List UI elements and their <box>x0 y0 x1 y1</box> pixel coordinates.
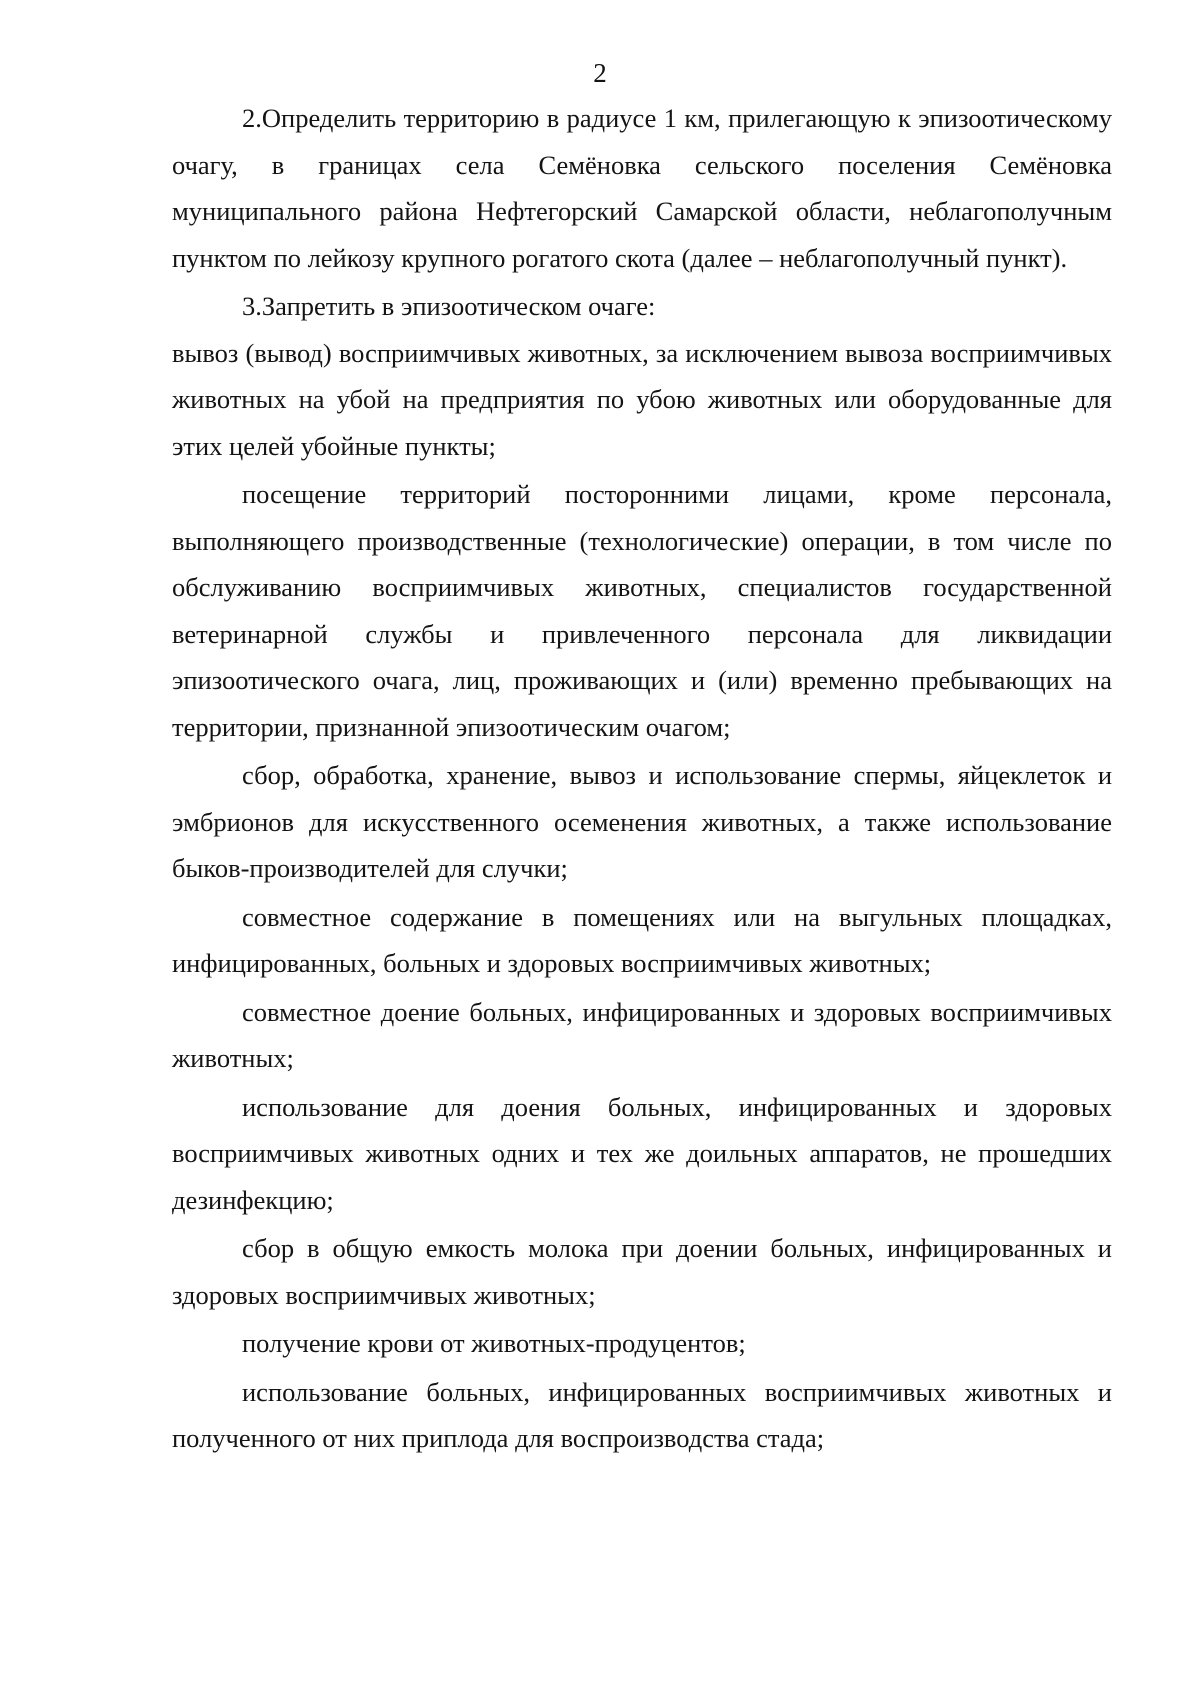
page-number: 2 <box>593 58 607 88</box>
paragraph-milking-machines: использование для доения больных, инфицированных и здоровых восприимчивых животных одних и тех же доильных аппаратов, не прошедших дезинфекцию; <box>172 1091 1112 1215</box>
paragraph-blood-collection: получение крови от животных-продуцентов; <box>242 1328 746 1358</box>
paragraph-joint-milking: совместное доение больных, инфицированных и здоровых восприимчивых животных; <box>172 996 1112 1073</box>
paragraph-animal-removal: вывоз (вывод) восприимчивых животных, за исключением вывоза восприимчивых животных на убой на предприятия по убою животных или оборудованные для этих целей убойные пункты; <box>172 337 1112 461</box>
paragraph-prohibitions-heading: 3.Запретить в эпизоотическом очаге: <box>242 291 656 321</box>
paragraph-visits: посещение территорий посторонними лицами, кроме персонала, выполняющего производственные (технологические) операции, в том числе по обслуживанию восприимчивых животных, специалистов государственной ветеринарной службы и привлеченного персонала для ликвидации эпизоотического очага, лиц, проживающих и (или) временно пребывающих на территории, признанной эпизоотическим очагом; <box>172 479 1112 742</box>
paragraph-territory-definition: 2.Определить территорию в радиусе 1 км, прилегающую к эпизоотическому очагу, в границах села Семёновка сельского поселения Семёновка муниципального района Нефтегорский Самарской области, неблагополучным пунктом по лейкозу крупного рогатого скота (далее – неблагополучный пункт). <box>172 103 1112 273</box>
paragraph-sperm-embryos: сбор, обработка, хранение, вывоз и использование спермы, яйцеклеток и эмбрионов для искусственного осеменения животных, а также использование быков-производителей для случки; <box>172 760 1112 883</box>
document-body <box>172 95 1112 1462</box>
paragraph-joint-keeping: совместное содержание в помещениях или на выгульных площадках, инфицированных, больных и здоровых восприимчивых животных; <box>172 901 1112 978</box>
paragraph-milk-collection: сбор в общую емкость молока при доении больных, инфицированных и здоровых восприимчивых животных; <box>172 1233 1112 1310</box>
paragraph-reproduction: использование больных, инфицированных восприимчивых животных и полученного от них приплода для воспроизводства стада; <box>172 1376 1112 1453</box>
